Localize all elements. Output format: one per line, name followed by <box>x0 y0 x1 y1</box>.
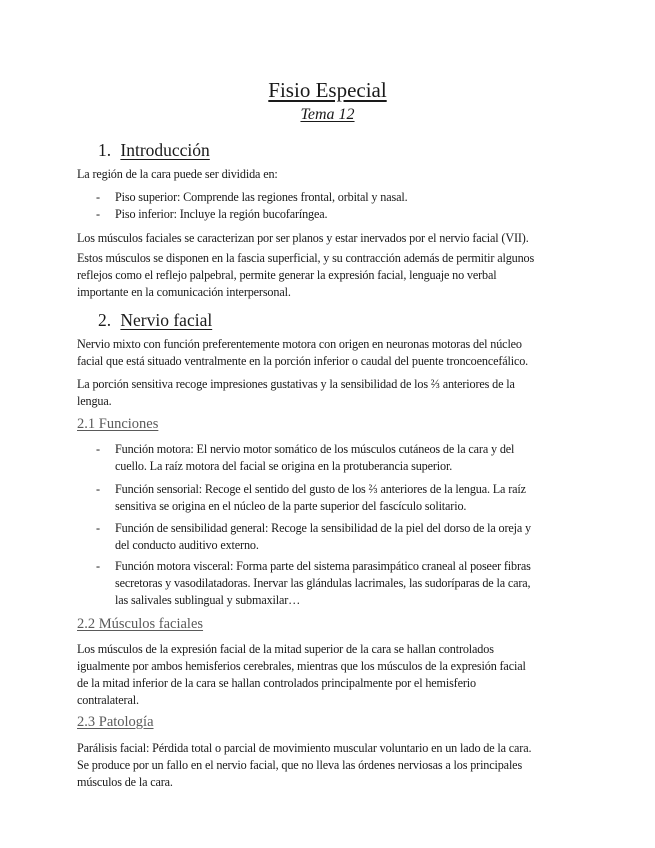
section-heading-nervio-facial <box>98 310 212 331</box>
list-item-text <box>115 558 575 609</box>
paragraph-line: Nervio mixto con función preferentemente motora con origen en neuronas motoras del núcleo <box>77 337 522 351</box>
paragraph <box>77 740 577 791</box>
paragraph-line: La porción sensitiva recoge impresiones gustativas y la sensibilidad de los ⅔ anteriores de la <box>77 377 515 391</box>
paragraph: Los músculos faciales se caracterizan por ser planos y estar inervados por el nervio facial (VII). <box>77 231 529 245</box>
paragraph <box>77 376 577 410</box>
list-item-line: Función motora: El nervio motor somático de los músculos cutáneos de la cara y del <box>115 442 515 456</box>
bullet-marker: - <box>96 442 100 456</box>
section-number: 1. <box>98 140 112 160</box>
document-title: Fisio Especial <box>268 78 387 102</box>
list-item-line: secretoras y vasodilatadoras. Inervar las glándulas lacrimales, las sudoríparas de la cara, <box>115 576 531 590</box>
section-heading-introduccion <box>98 140 210 161</box>
paragraph-line: Se produce por un fallo en el nervio facial, que no lleva las órdenes nerviosas a los principales <box>77 758 523 772</box>
bullet-marker: - <box>96 482 100 496</box>
list-item-text <box>115 481 575 515</box>
list-item-line: cuello. La raíz motora del facial se origina en la protuberancia superior. <box>115 459 453 473</box>
subsection-heading-patologia: 2.3 Patología <box>77 714 154 730</box>
subsection-heading-funciones: 2.1 Funciones <box>77 416 159 432</box>
paragraph <box>77 250 577 301</box>
paragraph-line: reflejos como el reflejo palpebral, permite generar la expresión facial, lenguaje no verbal <box>77 268 497 282</box>
bullet-marker: - <box>96 207 100 221</box>
list-item-line: del conducto auditivo externo. <box>115 538 259 552</box>
paragraph-line: Los músculos de la expresión facial de la mitad superior de la cara se hallan controlados <box>77 642 494 656</box>
section-title: Introducción <box>120 140 210 160</box>
subsection-heading-musculos-faciales: 2.2 Músculos faciales <box>77 616 204 632</box>
section-number: 2. <box>98 310 112 330</box>
paragraph <box>77 336 577 370</box>
paragraph-line: de la mitad inferior de la cara se hallan controlados principalmente por el hemisferio <box>77 676 476 690</box>
paragraph-line: contralateral. <box>77 693 139 707</box>
document-subtitle: Tema 12 <box>300 106 355 123</box>
list-item-line: las salivales sublingual y submaxilar… <box>115 593 301 607</box>
list-item-line: Función sensorial: Recoge el sentido del gusto de los ⅔ anteriores de la lengua. La raíz <box>115 482 526 496</box>
paragraph-line: importante en la comunicación interpersonal. <box>77 285 291 299</box>
list-item-text <box>115 441 575 475</box>
paragraph-line: igualmente por ambos hemisferios cerebrales, mientras que los músculos de la expresión facial <box>77 659 526 673</box>
list-item-text <box>115 520 575 554</box>
bullet-marker: - <box>96 521 100 535</box>
paragraph: La región de la cara puede ser dividida en: <box>77 167 278 181</box>
paragraph-line: lengua. <box>77 394 112 408</box>
paragraph <box>77 641 577 709</box>
paragraph-line: músculos de la cara. <box>77 775 173 789</box>
list-item-line: sensitiva se origina en el núcleo de la parte superior del fascículo solitario. <box>115 499 467 513</box>
list-item-text: Piso superior: Comprende las regiones frontal, orbital y nasal. <box>115 190 408 204</box>
list-item-line: Función de sensibilidad general: Recoge la sensibilidad de la piel del dorso de la oreja y <box>115 521 531 535</box>
paragraph-line: Parálisis facial: Pérdida total o parcial de movimiento muscular voluntario en un lado de la cara. <box>77 741 532 755</box>
section-title: Nervio facial <box>120 310 213 330</box>
list-item-text: Piso inferior: Incluye la región bucofaríngea. <box>115 207 328 221</box>
bullet-marker: - <box>96 190 100 204</box>
paragraph-line: facial que está situado ventralmente en la porción inferior o caudal del puente troncoencefálico. <box>77 354 529 368</box>
list-item-line: Función motora visceral: Forma parte del sistema parasimpático craneal al poseer fibras <box>115 559 531 573</box>
paragraph-line: Estos músculos se disponen en la fascia superficial, y su contracción además de permitir algunos <box>77 251 535 265</box>
bullet-marker: - <box>96 559 100 573</box>
